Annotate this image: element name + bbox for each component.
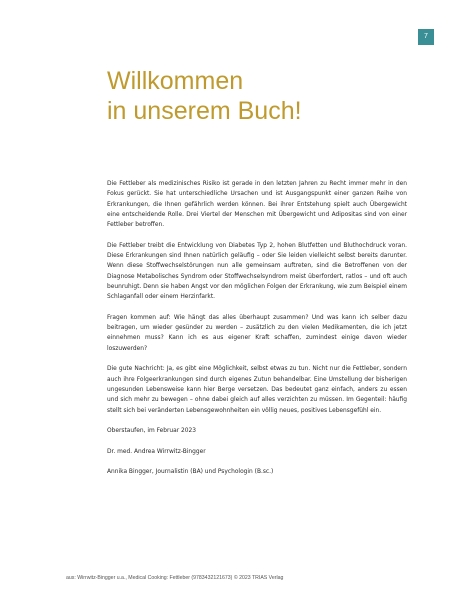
page-title [107,66,302,126]
title-line-2: in unserem Buch! [107,97,302,125]
signature-line-2: Annika Bingger, Journalistin (BA) und Psychologin (B.sc.) [107,469,274,476]
page-number-badge: 7 [418,29,434,45]
title-line-1: Willkommen [107,67,244,95]
place-date: Oberstaufen, im Februar 2023 [107,428,197,435]
paragraph: Die Fettleber treibt die Entwicklung von Diabetes Typ 2, hohen Blutfetten und Bluthochdruck voran. Diese Erkrankungen sind Ihnen natürlich geläufig – oder Sie leiden vielleicht selbst bereits darunter. Wenn diese Stoffwechselstörungen nun alle gemeinsam auftreten, sind die Betroffenen von der Diagnose Metabolisches Syndrom oder Stoffwechselsyndrom meist überfordert, ratlos – und oft auch beunruhigt. Denn sie haben Angst vor den möglichen Folgen der Erkrankung, wie zum Beispiel einem Schlaganfall oder einem Herzinfarkt. [107,242,407,301]
signature-line-1: Dr. med. Andrea Wirrwitz-Bingger [107,448,206,455]
paragraph: Fragen kommen auf: Wie hängt das alles überhaupt zusammen? Und was kann ich selber dazu beitragen, um wieder gesünder zu werden – zusätzlich zu den vielen Medikamenten, die ich jetzt einnehmen muss? Kann ich es aus eigener Kraft schaffen, zumindest einige davon wieder loszuwerden? [107,314,407,352]
body-text [107,179,407,478]
paragraph: Die gute Nachricht: Ja, es gibt eine Möglichkeit, selbst etwas zu tun. Nicht nur die Fettleber, sondern auch ihre Folgeerkrankungen sind durch eigenes Zutun behandelbar. Eine Umstellung der bisherigen ungesunden Lebensweise kann hier Berge versetzen. Das bedeutet ganz einfach, anders zu essen und sich mehr zu bewegen – ohne dabei gleich auf alles verzichten zu müssen. Im Gegenteil: häufig stellt sich bei veränderten Lebensgewohnheiten ein völlig neues, positives Lebensgefühl ein. [107,366,407,414]
copyright-footer: aus: Wirrwitz-Bingger u.a., Medical Cooking: Fettleber (9783432121673) © 2023 TRIAS Verlag [66,575,284,581]
paragraph: Die Fettleber als medizinisches Risiko ist gerade in den letzten Jahren zu Recht immer mehr in den Fokus gerückt. Sie hat unterschiedliche Ursachen und ist Ausgangspunkt einer ganzen Reihe von Erkrankungen, die Ihnen gefährlich werden können. Bei ihrer Entstehung spielt auch Übergewicht eine entscheidende Rolle. Drei Viertel der Menschen mit Übergewicht und Adipositas sind von einer Fettleber betroffen. [107,181,407,229]
